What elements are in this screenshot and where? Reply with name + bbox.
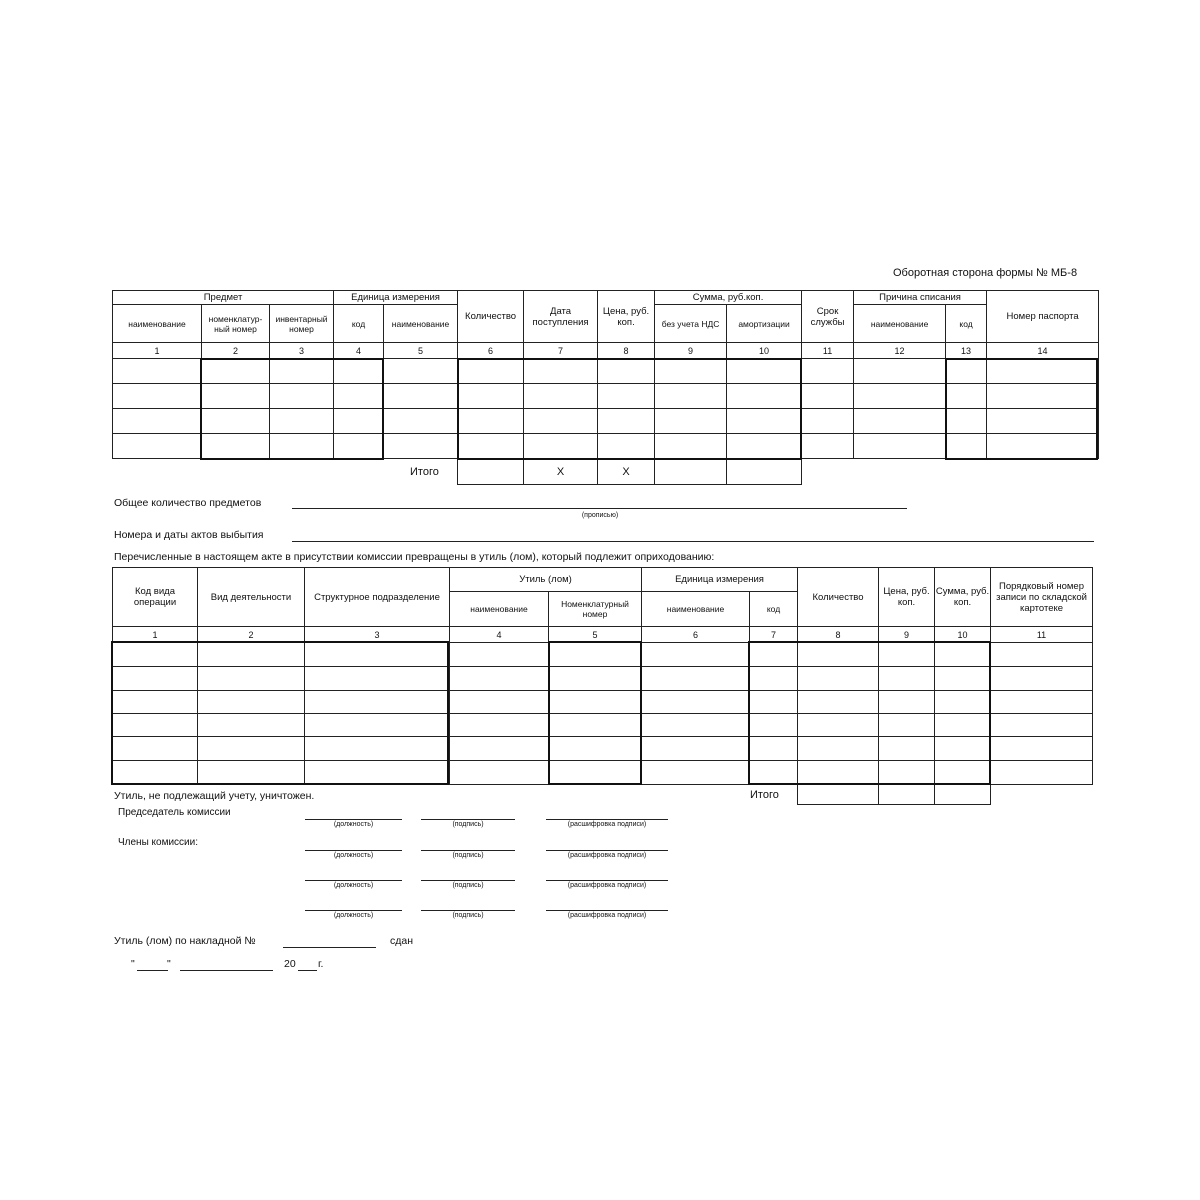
sub-header-scrap-name: наименование [450,592,549,627]
position-line[interactable] [305,880,402,881]
sub-header-reason-name: наименование [854,305,946,343]
sub-header-unit-code: код [750,592,798,627]
decode-line[interactable] [546,880,668,881]
destroyed-label: Утиль, не подлежащий учету, уничтожен. [114,790,315,802]
sub-header-unit-name: наименование [384,305,458,343]
year-prefix: 20 [284,958,296,970]
header-predmet: Предмет [113,291,334,305]
acts-line[interactable] [292,541,1094,542]
itogo-x-date: X [524,459,598,485]
col-number-row [113,343,1099,359]
col-number: 1 [113,343,202,359]
col-number: 6 [642,627,750,643]
header-unit: Единица измерения [334,291,458,305]
sub-header-no-vat: без учета НДС [655,305,727,343]
header-division: Структурное подразделение [305,568,450,627]
signature-line[interactable] [421,880,515,881]
signature-caption: (подпись) [452,912,484,919]
header-date: Дата поступления [524,291,598,343]
col-number: 10 [935,627,991,643]
header-qty: Количество [458,291,524,343]
decode-line[interactable] [546,819,668,820]
table-row[interactable] [113,761,1093,785]
itogo-price[interactable] [879,785,935,805]
col-number: 2 [202,343,270,359]
header-price: Цена, руб. коп. [598,291,655,343]
col-number: 4 [450,627,549,643]
col-number: 10 [727,343,802,359]
header-scrap: Утиль (лом) [450,568,642,592]
position-line[interactable] [305,910,402,911]
table-row[interactable] [113,359,1099,384]
decode-line[interactable] [546,910,668,911]
handed-label: сдан [390,935,414,947]
signature-caption: (подпись) [452,821,484,828]
table-row[interactable] [113,737,1093,761]
col-number: 3 [305,627,450,643]
sub-header-nomen: номенклатур-ный номер [202,305,270,343]
header-activity: Вид деятельности [198,568,305,627]
col-number: 7 [750,627,798,643]
itogo-sum-no-vat[interactable] [655,459,727,485]
col-number: 9 [655,343,727,359]
header-qty: Количество [798,568,879,627]
position-line[interactable] [305,819,402,820]
header-sum: Сумма, руб.коп. [655,291,802,305]
date-quote-open: " [131,958,135,970]
col-number: 11 [802,343,854,359]
chairman-label: Председатель комиссии [118,807,231,818]
table-row[interactable] [113,434,1099,459]
col-number: 11 [991,627,1093,643]
month-line[interactable] [180,970,273,971]
date-quote-close: " [167,958,171,970]
position-caption: (должность) [333,821,374,828]
col-number: 9 [879,627,935,643]
scrap-table [112,567,1093,805]
sub-header-scrap-nomen: Номенклатурный номер [549,592,642,627]
signature-caption: (подпись) [452,882,484,889]
sub-header-unit-code: код [334,305,384,343]
year-suffix: г. [318,958,324,970]
col-number: 5 [384,343,458,359]
col-number: 3 [270,343,334,359]
table-row[interactable] [113,409,1099,434]
col-number: 12 [854,343,946,359]
itogo-label: Итого [410,466,439,478]
invoice-number-line[interactable] [283,947,376,948]
col-number: 13 [946,343,987,359]
day-line[interactable] [137,970,168,971]
sub-header-unit-name: наименование [642,592,750,627]
itogo-sum[interactable] [935,785,991,805]
header-term: Срок службы [802,291,854,343]
header-passport: Номер паспорта [987,291,1099,343]
decode-caption: (расшифровка подписи) [567,882,647,889]
decode-line[interactable] [546,850,668,851]
col-number: 4 [334,343,384,359]
header-op-code: Код вида операции [113,568,198,627]
items-table [112,290,1099,485]
col-number: 2 [198,627,305,643]
signature-line[interactable] [421,910,515,911]
decode-caption: (расшифровка подписи) [567,821,647,828]
propisyu-caption: (прописью) [581,512,619,519]
col-number: 1 [113,627,198,643]
header-price: Цена, руб. коп. [879,568,935,627]
table-row[interactable] [113,714,1093,737]
header-order-no: Порядковый номер записи по складской картотеке [991,568,1093,627]
itogo-x-price: X [598,459,655,485]
col-number: 8 [798,627,879,643]
sub-header-amort: амортизации [727,305,802,343]
col-number: 7 [524,343,598,359]
total-items-line[interactable] [292,508,907,509]
position-caption: (должность) [333,852,374,859]
position-line[interactable] [305,850,402,851]
itogo-row [113,459,1099,485]
col-number: 5 [549,627,642,643]
col-number: 14 [987,343,1099,359]
signature-caption: (подпись) [452,852,484,859]
sub-header-name: наименование [113,305,202,343]
total-items-label: Общее количество предметов [114,497,262,509]
itogo-qty[interactable] [798,785,879,805]
form-title: Оборотная сторона формы № МБ-8 [893,267,1078,279]
position-caption: (должность) [333,882,374,889]
header-reason: Причина списания [854,291,987,305]
table-row[interactable] [113,643,1093,667]
sub-header-reason-code: код [946,305,987,343]
table-row[interactable] [113,691,1093,714]
sub-header-inv: инвентарный номер [270,305,334,343]
col-number: 6 [458,343,524,359]
invoice-label: Утиль (лом) по накладной № [114,935,256,947]
table-row[interactable] [113,384,1099,409]
year-line[interactable] [298,970,317,971]
acts-label: Номера и даты актов выбытия [114,529,264,541]
commission-sentence: Перечисленные в настоящем акте в присутствии комиссии превращены в утиль (лом), который подлежит оприходованию: [114,551,715,563]
header-unit: Единица измерения [642,568,798,592]
itogo-sum-amort[interactable] [727,459,802,485]
table-row[interactable] [113,667,1093,691]
header-sum: Сумма, руб. коп. [935,568,991,627]
itogo-qty[interactable] [458,459,524,485]
signature-line[interactable] [421,819,515,820]
members-label: Члены комиссии: [118,837,199,848]
position-caption: (должность) [333,912,374,919]
decode-caption: (расшифровка подписи) [567,852,647,859]
col-number-row [113,627,1093,643]
itogo-label: Итого [750,789,779,801]
col-number: 8 [598,343,655,359]
signature-line[interactable] [421,850,515,851]
decode-caption: (расшифровка подписи) [567,912,647,919]
